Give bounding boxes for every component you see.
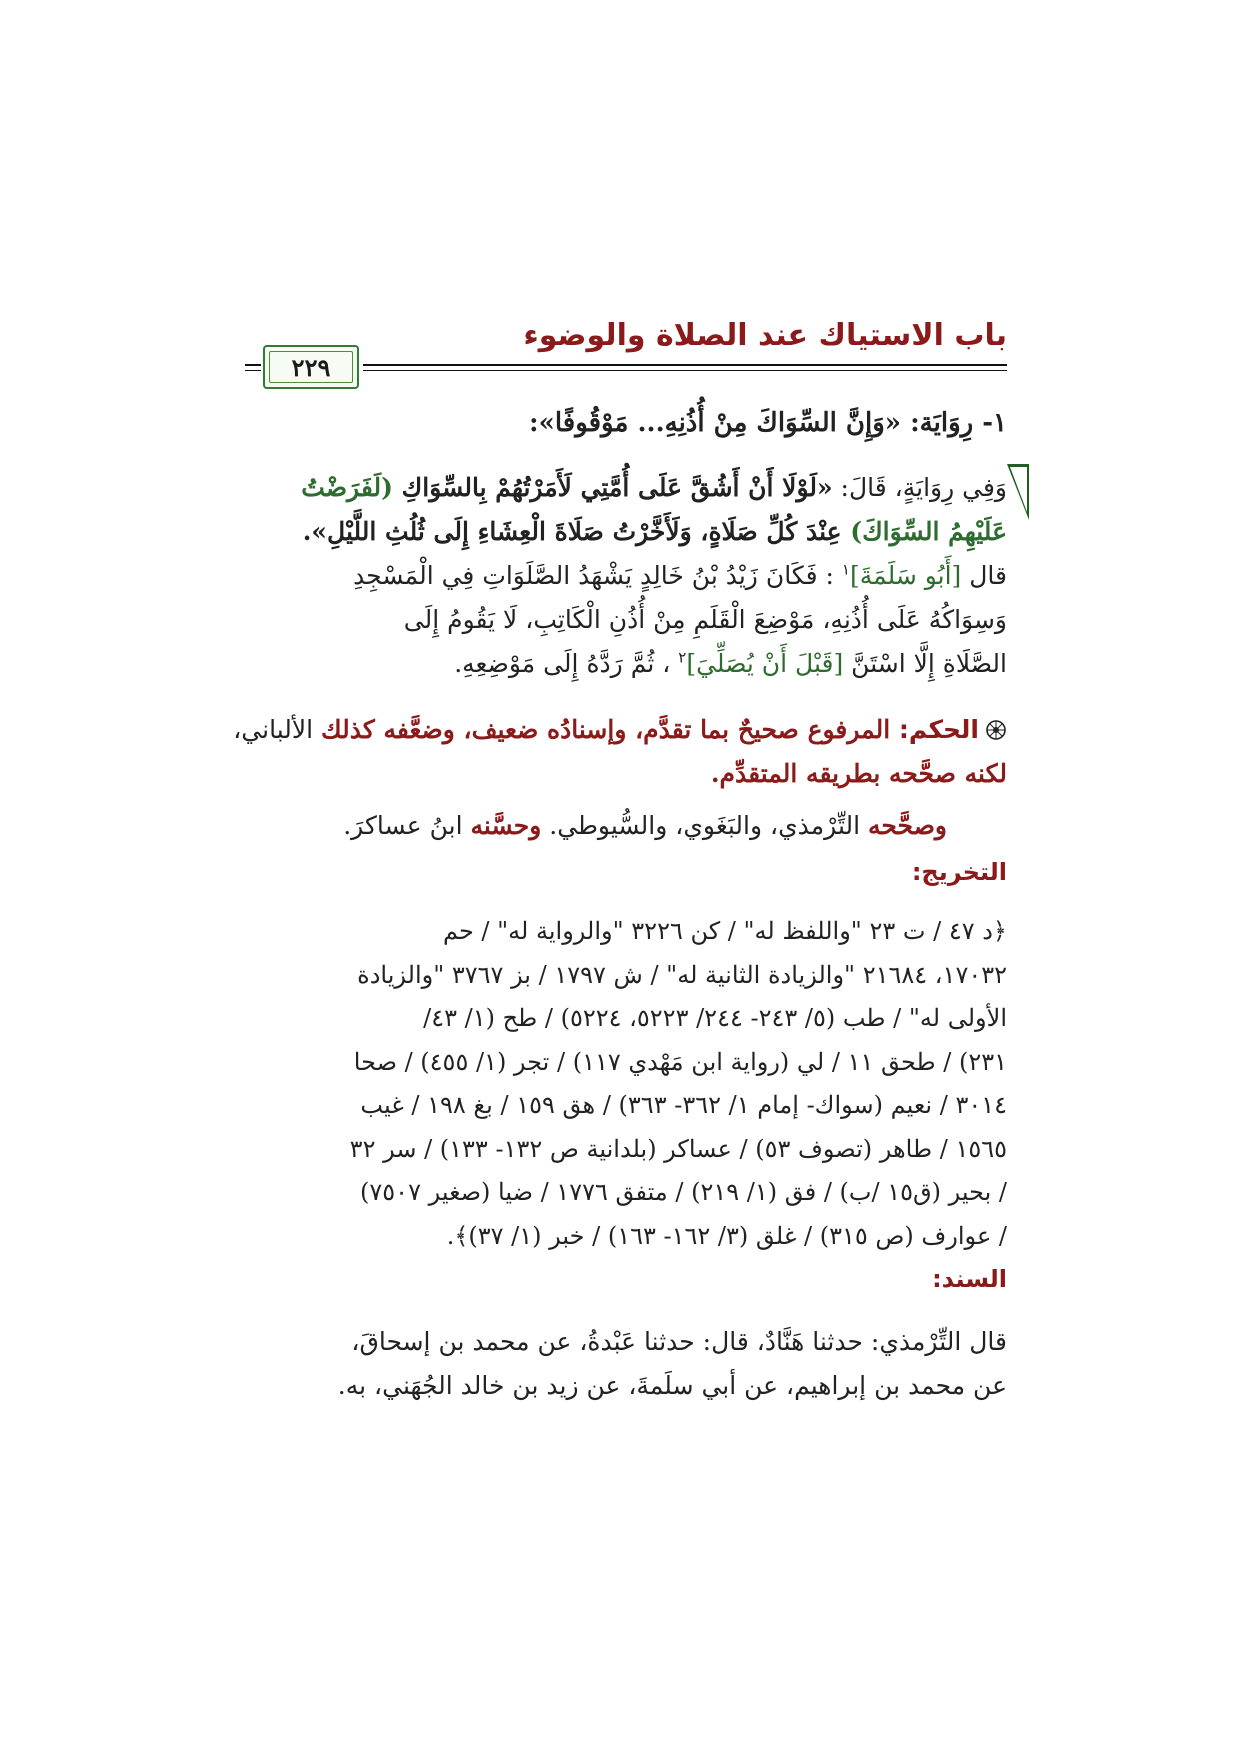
takhrij-block — [235, 910, 1007, 1258]
hadith-addition: (لَفَرَضْتُ — [301, 473, 393, 502]
ruling-label: الحكم: — [898, 715, 979, 744]
page-number: ٢٢٩ — [291, 352, 331, 382]
authenticated-label: وصحَّحه — [868, 811, 947, 840]
narration-text: : فَكَانَ زَيْدُ بْنُ خَالِدٍ يَشْهَدُ الصَّلَوَاتِ فِي الْمَسْجِدِ — [353, 561, 842, 590]
sanad-line: قال التِّرْمذي: حدثنا هَنَّادٌ، قال: حدثنا عَبْدةُ، عن محمد بن إسحاقَ، — [351, 1327, 1007, 1356]
page-number-badge — [263, 345, 359, 389]
narration-text: قال — [961, 561, 1007, 590]
section-title-text: ١- رِوَايَة: «وَإِنَّ السِّوَاكَ مِنْ أُذُنِهِ... مَوْقُوفًا»: — [529, 408, 1007, 438]
ruling-text: المرفوع صحيحٌ بما تقدَّم، وإسنادُه ضعيف، وضعَّفه كذلك — [321, 715, 899, 744]
takhrij-heading — [235, 858, 1007, 886]
narration-intro: وَفِي رِوَايَةٍ، قَالَ: — [832, 473, 1007, 502]
hasan-label: وحسَّنه — [470, 811, 542, 840]
authentication-note — [235, 804, 1007, 848]
ruling-block — [235, 708, 1007, 796]
sanad-block — [235, 1320, 1007, 1408]
authentication-line — [235, 804, 947, 848]
takhrij-line: ﴿د ٤٧ / ت ٢٣ "واللفظ له" / كن ٣٢٢٦ "والرواية له" / حم — [442, 917, 1007, 945]
sanad-label: السند: — [932, 1265, 1007, 1293]
takhrij-line: / عوارف (ص ٣١٥) / غلق (٣/ ١٦٢- ١٦٣) / خبر (١/ ٣٧)﴾. — [446, 1221, 1007, 1250]
narration-line — [235, 466, 1007, 510]
sanad-line: عن محمد بن إبراهيم، عن أبي سلَمةَ، عن زيد بن خالد الجُهَني، به. — [337, 1371, 1007, 1400]
header-rule-thin — [363, 370, 1007, 371]
running-title: باب الاستياك عند الصلاة والوضوء — [523, 318, 1007, 353]
narration-line — [235, 554, 1007, 598]
takhrij-line: ١٧٠٣٢، ٢١٦٨٤ "والزيادة الثانية له" / ش ١٧٩٧ / بز ٣٧٦٧ "والزيادة — [357, 960, 1007, 989]
hasan-scholar: ابنُ عساكرَ. — [343, 811, 471, 840]
narration-line — [235, 642, 1007, 686]
takhrij-line: ٢٣١) / طحق ١١ / لي (رواية ابن مَهْدي ١١٧) / تجر (١/ ٤٥٥) / صحا — [353, 1047, 1007, 1076]
narration-text: ، ثُمَّ رَدَّهُ إِلَى مَوْضِعِهِ. — [454, 649, 679, 678]
ruling-scholar: الألباني، — [233, 715, 322, 744]
narration-block — [235, 466, 1007, 686]
section-title — [235, 408, 1007, 438]
narration-text: الصَّلَاةِ إِلَّا اسْتَنَّ — [843, 649, 1007, 678]
footnote-marker: ٢ — [678, 648, 687, 667]
hadith-text: عِنْدَ كُلِّ صَلَاةٍ، وَلَأَخَّرْتُ صَلَاةَ الْعِشَاءِ إِلَى ثُلُثِ اللَّيْلِ». — [302, 517, 851, 546]
page-header — [245, 318, 1007, 382]
takhrij-line: الأولى له" / طب (٥/ ٢٤٣- ٢٤٤/ ٥٢٢٣، ٥٢٢٤) / طح (١/ ٤٣/ — [423, 1004, 1007, 1032]
narration-text: وَسِوَاكُهُ عَلَى أُذُنِهِ، مَوْضِعَ الْقَلَمِ مِنْ أُذُنِ الْكَاتِبِ، لَا يَقُومُ إِلَى — [403, 605, 1007, 634]
ruling-line — [235, 752, 1007, 796]
corner-ornament-icon — [1007, 464, 1029, 520]
footnote-marker: ١ — [841, 560, 850, 579]
takhrij-line: ٣٠١٤ / نعيم (سواك- إمام ١/ ٣٦٢- ٣٦٣) / هق ١٥٩ / بغ ١٩٨ / غيب — [360, 1091, 1007, 1119]
takhrij-label: التخريج: — [911, 858, 1007, 886]
narration-line — [235, 510, 1007, 554]
takhrij-line: / بحير (ق١٥ /ب) / فق (١/ ٢١٩) / متفق ١٧٧٦ / ضيا (صغير ٧٥٠٧) — [360, 1178, 1007, 1206]
ruling-line — [235, 708, 1007, 752]
header-rule — [363, 364, 1007, 366]
ruling-text: لكنه صحَّحه بطريقه المتقدِّم. — [710, 759, 1007, 788]
hadith-addition: عَلَيْهِمُ السِّوَاكَ) — [850, 517, 1007, 546]
takhrij-line: ١٥٦٥ / طاهر (تصوف ٥٣) / عساكر (بلدانية ص ١٣٢- ١٣٣) / سر ٣٢ — [349, 1134, 1007, 1163]
hadith-text: «لَوْلَا أَنْ أَشُقَّ عَلَى أُمَّتِي لَأَمَرْتُهُمْ بِالسِّوَاكِ — [392, 473, 833, 502]
authenticators: التِّرْمذي، والبَغَوي، والسُّيوطي. — [541, 811, 869, 840]
narrator-name: [أَبُو سَلَمَةَ] — [849, 561, 962, 590]
sanad-heading — [235, 1265, 1007, 1293]
header-rule-left-thin — [245, 370, 261, 371]
narration-line — [235, 598, 1007, 642]
flower-ornament-icon — [985, 719, 1007, 741]
header-rule-left — [245, 364, 261, 366]
bracket-addition: [قَبْلَ أَنْ يُصَلِّيَ] — [686, 649, 844, 678]
